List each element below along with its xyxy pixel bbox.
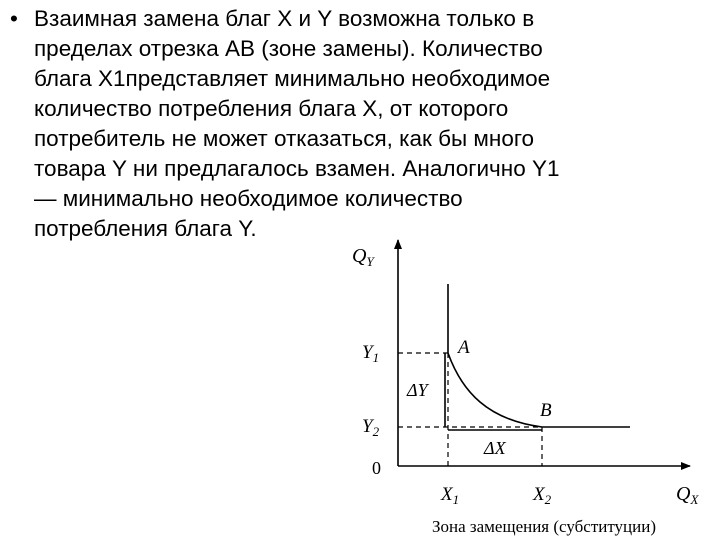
origin-label: 0 [372,458,381,478]
delta-x-label: ΔX [484,438,506,458]
text-line: пределах отрезка AB (зоне замены). Количество [34,36,543,61]
point-a-label: A [458,337,470,358]
diagram-caption: Зона замещения (субституции) [432,517,657,536]
text-line: — минимально необходимое количество [34,186,463,211]
bullet-marker: • [10,6,18,31]
text-line: количество потребления блага X, от которого [34,96,509,121]
text-line: Взаимная замена благ X и Y возможна только в [34,6,535,31]
point-b-label: B [540,400,552,421]
text-line: потребитель не может отказаться, как бы много [34,126,535,151]
y2-label: $Y_2$ [362,416,380,439]
y-axis-label: $Q_Y$ [352,245,374,269]
indifference-curve [448,284,630,427]
text-line: блага X1представляет минимально необходимое [34,66,551,91]
x-axis-label: $Q_X$ [676,483,699,507]
text-line: товара Y ни предлагалось взамен. Аналогично Y1 [34,156,560,181]
x1-label: $X_1$ [441,484,460,507]
delta-y-label: ΔY [407,380,428,400]
text-line: потребления блага Y. [34,216,257,241]
y1-label: $Y_1$ [362,342,380,365]
x2-label: $X_2$ [533,484,552,507]
